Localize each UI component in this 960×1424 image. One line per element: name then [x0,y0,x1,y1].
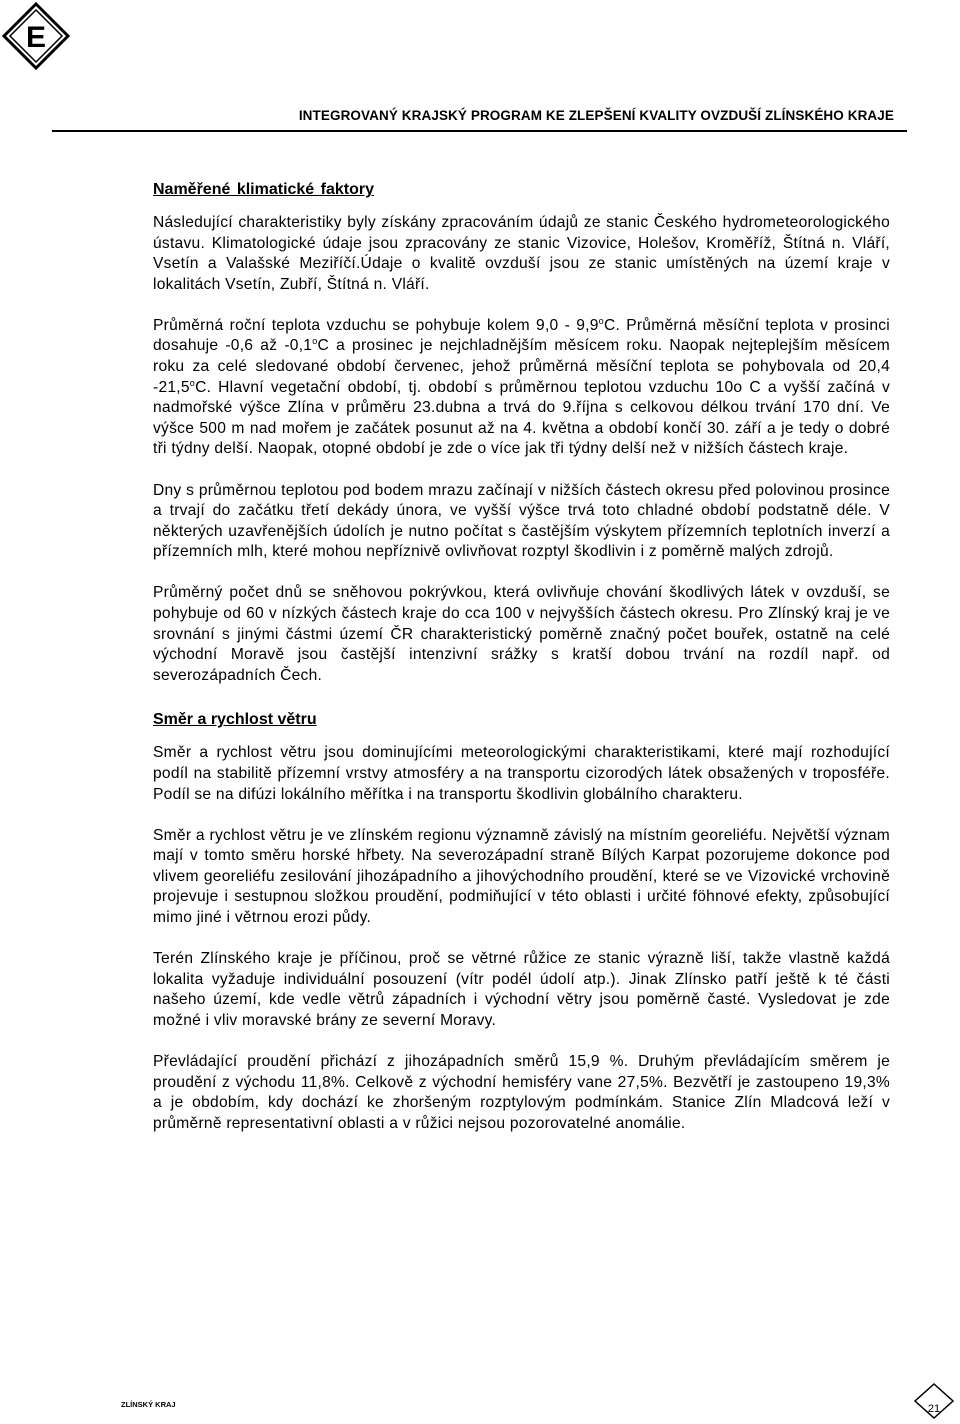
document-body [153,178,890,1155]
paragraph-wind-statistics: Převládající proudění přichází z jihozápadních směrů 15,9 %. Druhým převládajícím směrem je proudění z východu 11,8%. Celkově z východní hemisféry vane 27,5%. Bezvětří je zastoupeno 19,3% a je obdobím, kdy dochází ke zhoršeným rozptylovým podmínkám. Stanice Zlín Mladcová leží v průměrně representativní oblasti a v růžici nejsou pozorovatelné anomálie. [153,1053,890,1132]
degree-symbol: o [598,315,604,326]
paragraph-frost-days: Dny s průměrnou teplotou pod bodem mrazu začínají v nižších částech okresu před polovinou prosince a trvají do začátku třetí dekády února, ve vyšší výšce trvá toto chladné období podstatně déle. V některých uzavřenějších údolích je nutno počítat s častějším výskytem přízemních teplotních inverzí a přízemních mlh, které mohou nepříznivě ovlivňovat rozptyl škodlivin i z poměrně malých zdrojů. [153,481,890,561]
text-fragment: Průměrná roční teplota vzduchu se pohybuje kolem 9,0 - 9,9 [153,316,599,334]
page-number-badge [914,1383,954,1419]
footer-region-label: ZLÍNSKÝ KRAJ [121,1400,176,1409]
text-fragment: C. Hlavní vegetační období, tj. období s průměrnou teplotou vzduchu 10o C a vyšší začíná v nadmořské výšce Zlína v průměru 23.dubna a trvá do 9.října s celkovou délkou trvání 170 dní. Ve výšce 500 m nad mořem je začátek posunut až na 4. května a období končí 30. září a je tedy o dobré tři týdny delší. Naopak, otopné období je zde o více jak tři týdny delší než v nižších částech kraje. [153,378,890,458]
paragraph-snow-cover: Průměrný počet dnů se sněhovou pokrývkou, která ovlivňuje chování škodlivých látek v ovzduší, se pohybuje od 60 v nízkých částech kraje do cca 100 v nejvyšších částech okresu. Pro Zlínský kraj je ve srovnání s jinými částmi území ČR charakteristický poměrně značný počet bouřek, ostatně na celé východní Moravě jsou častější intenzivní srážky s kratší dobou trvání na rozdíl např. od severozápadních Čech. [153,584,890,684]
degree-symbol: o [312,336,318,347]
page-number: 21 [927,1403,941,1415]
logo-letter: E [25,21,47,54]
degree-symbol: o [189,377,196,388]
paragraph-wind-terrain: Terén Zlínského kraje je příčinou, proč se větrné růžice ze stanic výrazně liší, takže vlastně každá lokalita vyžaduje individuální posouzení (vítr podél údolí atp.). Jinak Zlínsko patří ještě k té části našeho území, kde vedle větrů západních i východní větry jsou poměrně časté. Vysledovat je zde možné i vliv moravské brány ze severní Moravy. [153,950,890,1029]
text-fragment: C. Průměrná měsíční teplota v prosinci dosahuje -0,6 až -0,1 [153,316,891,355]
paragraph-temperature [153,316,890,460]
section-heading-wind: Směr a rychlost větru [153,711,317,729]
paragraph-wind-intro: Směr a rychlost větru jsou dominujícími meteorologickými charakteristikami, které mají rozhodující podíl na stabilitě přízemní vrstvy atmosféry a na transportu cizorodých látek obsažených v troposféře. Podíl se na difúzi lokálního měřítka i na transportu škodlivin globálního charakteru. [153,744,890,803]
text-fragment: C a prosinec je nejchladnějším měsícem roku. Naopak nejteplejším měsícem roku za celé sledované období červenec, jehož průměrná měsíční teplota se pohybovala od 20,4 -21,5 [153,337,890,396]
document-header-title: INTEGROVANÝ KRAJSKÝ PROGRAM KE ZLEPŠENÍ KVALITY OVZDUŠÍ ZLÍNSKÉHO KRAJE [298,108,894,123]
header-divider [52,130,907,132]
logo-icon [2,2,70,70]
paragraph-wind-georelief: Směr a rychlost větru je ve zlínském regionu významně závislý na místním georeliéfu. Největší význam mají v tomto směru horské hřbety. Na severozápadní straně Bílých Karpat pozorujeme dokonce pod vlivem georeliéfu zesilování jihozápadního a jihovýchodního proudění, které se ve Vizovické vrchovině projevuje i sestupnou složkou proudění, podmiňující v této oblasti i určité föhnové efekty, způsobující mimo jiné i větrnou erozi půdy. [153,826,890,927]
section-heading-climate: Naměřené klimatické faktory [153,181,374,198]
paragraph-data-sources: Následující charakteristiky byly získány zpracováním údajů ze stanic Českého hydrometeorologického ústavu. Klimatologické údaje jsou zpracovány ze stanic Vizovice, Holešov, Kroměříž, Štítná n. Vláří, Vsetín a Valašské Meziříčí.Údaje o kvalitě ovzduší jsou ze stanic umístěných na území kraje v lokalitách Vsetín, Zubří, Štítná n. Vláří. [153,214,890,293]
